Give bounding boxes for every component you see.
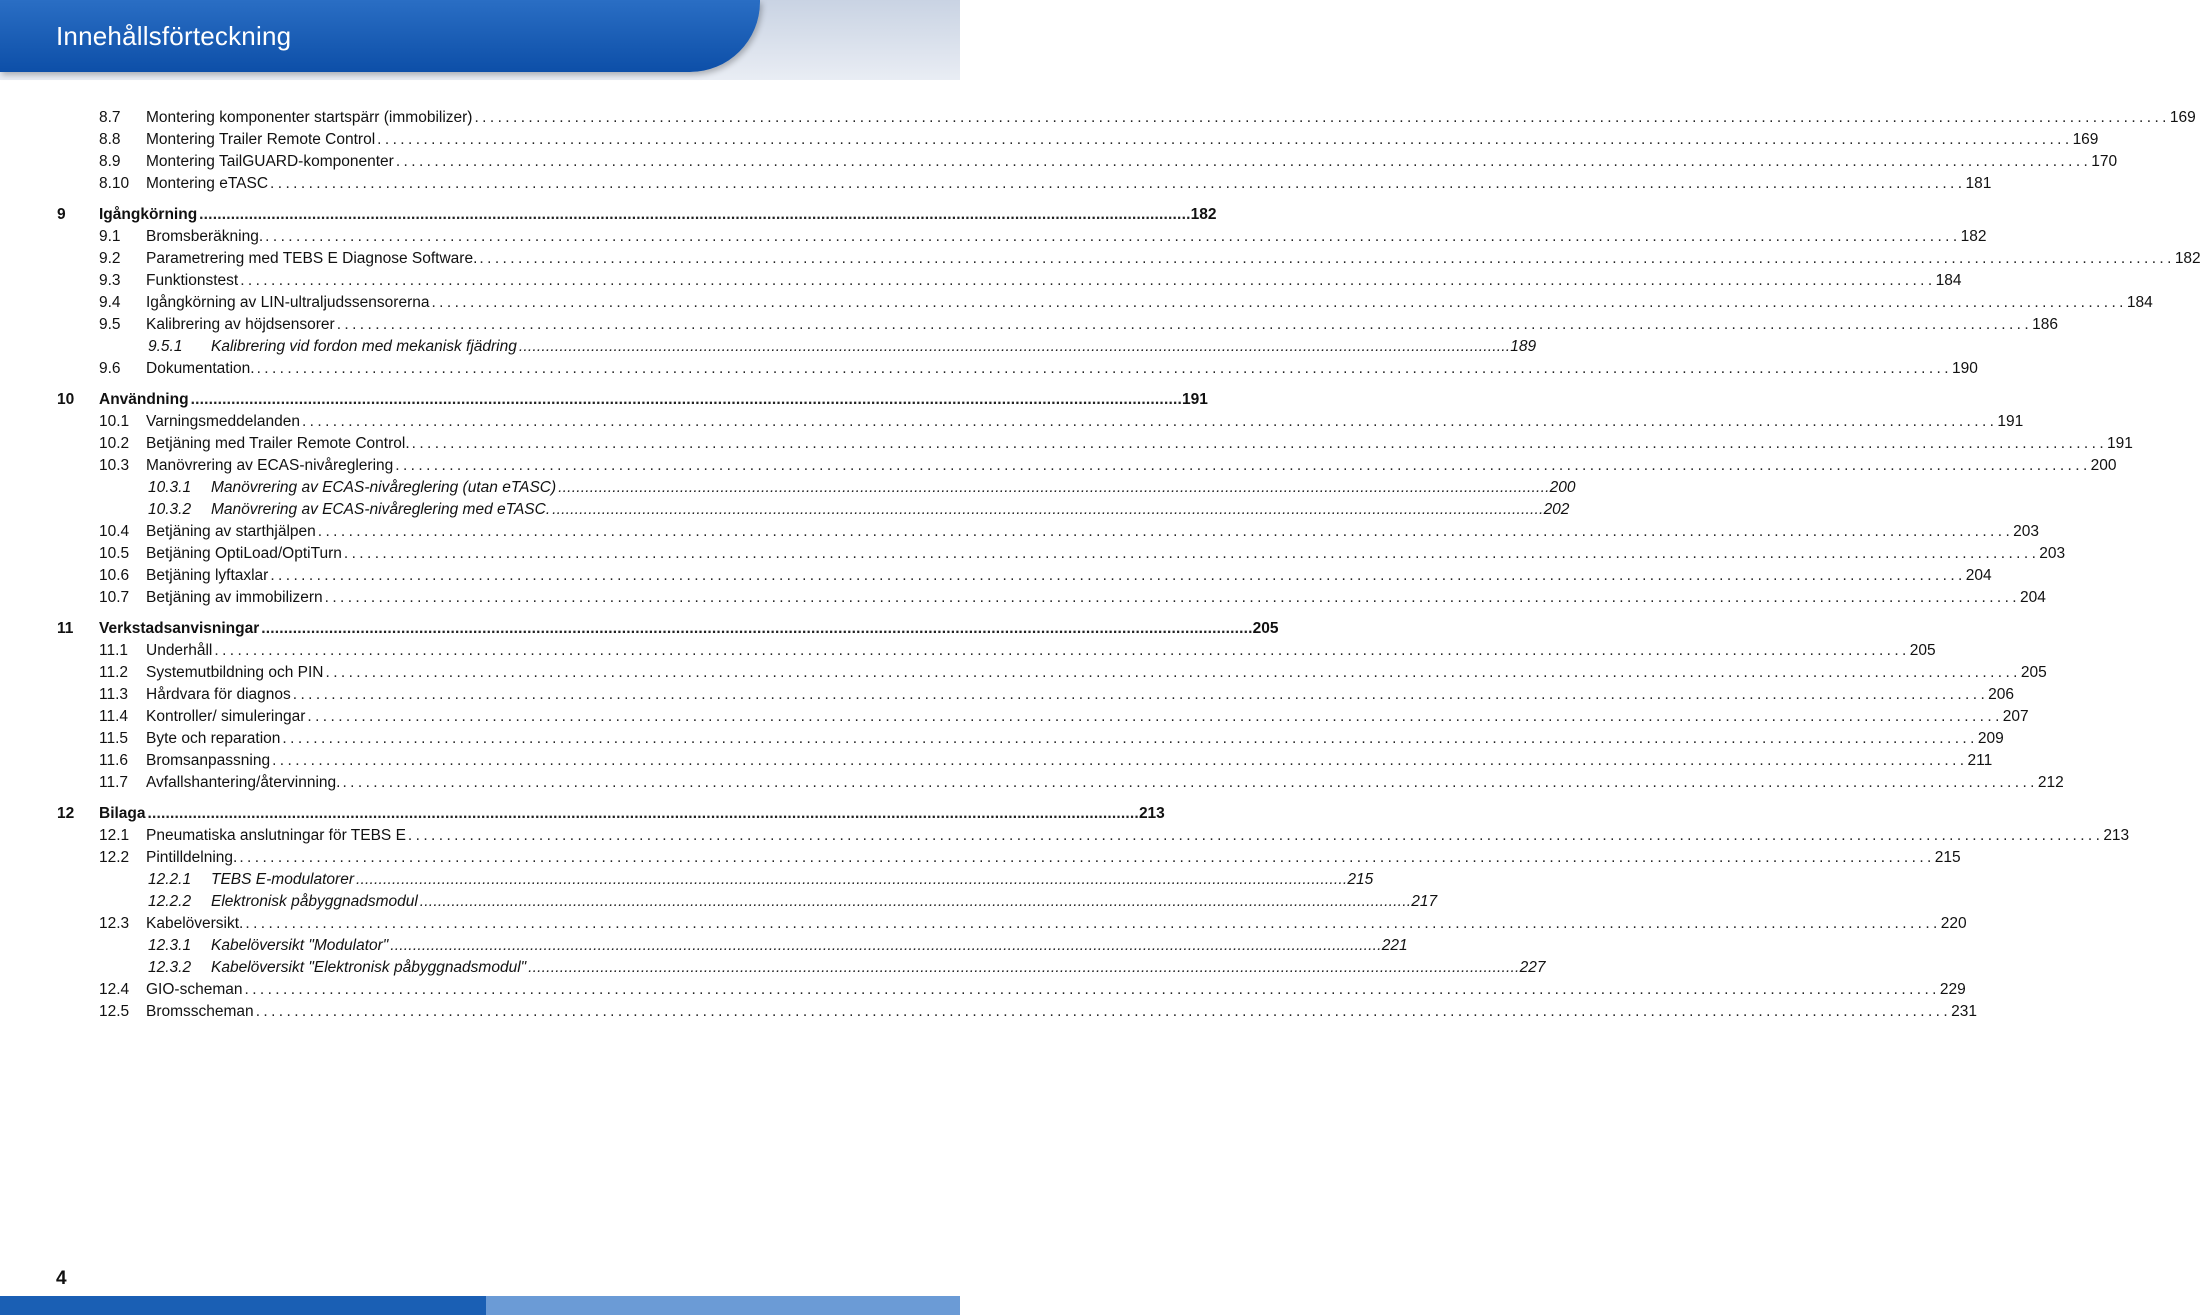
toc-entry-number: 9.6 — [99, 360, 121, 377]
toc-section[interactable] — [99, 847, 1961, 869]
toc-entry-page: 170 — [2091, 153, 2118, 170]
toc-section[interactable] — [99, 662, 2047, 684]
toc-dot-leader: ............................................................................................................................................................................................................................ — [256, 360, 1952, 377]
toc-entry-number: 9.3 — [99, 272, 121, 289]
toc-dot-leader: ............................................................................................................................................................................................................................ — [419, 893, 1412, 910]
toc-entry-page: 200 — [1549, 479, 1576, 496]
toc-entry-page: 213 — [1138, 805, 1165, 822]
toc-section[interactable] — [99, 226, 1987, 248]
toc-entry-page: 220 — [1940, 915, 1967, 932]
toc-section[interactable] — [99, 270, 1962, 292]
toc-entry-title: Betjäning OptiLoad/OptiTurn — [146, 545, 342, 562]
toc-entry-page: 182 — [2174, 250, 2201, 267]
toc-entry-page: 202 — [1543, 501, 1570, 518]
toc-entry-number: 11.3 — [99, 686, 129, 703]
toc-dot-leader: ............................................................................................................................................................................................................................ — [325, 664, 2021, 681]
toc-entry-page: 181 — [1965, 175, 1992, 192]
toc-chapter[interactable] — [57, 204, 1217, 226]
toc-dot-leader: ............................................................................................................................................................................................................................ — [282, 730, 1978, 747]
toc-dot-leader: ............................................................................................................................................................................................................................ — [342, 774, 2038, 791]
toc-subsection[interactable] — [148, 336, 1537, 358]
toc-dot-leader: ............................................................................................................................................................................................................................ — [255, 1003, 1952, 1020]
toc-entry-number: 12.2.2 — [148, 893, 192, 910]
toc-entry-title: Igångkörning av LIN-ultraljudssensorerna — [146, 294, 430, 311]
toc-section[interactable] — [99, 979, 1966, 1001]
toc-entry-title: Betjäning med Trailer Remote Control. — [146, 435, 410, 452]
toc-dot-leader: ............................................................................................................................................................................................................................ — [245, 915, 1941, 932]
toc-section[interactable] — [99, 292, 2153, 314]
toc-entry-page: 227 — [1519, 959, 1546, 976]
toc-entry-number: 8.7 — [99, 109, 121, 126]
toc-entry-page: 231 — [1951, 1003, 1977, 1020]
toc-entry-title: Montering TailGUARD-komponenter — [146, 153, 394, 170]
toc-dot-leader: ............................................................................................................................................................................................................................ — [336, 316, 2033, 333]
toc-entry-number: 10.5 — [99, 545, 130, 562]
toc-entry-number: 8.10 — [99, 175, 130, 192]
toc-section[interactable] — [99, 151, 2118, 173]
toc-dot-leader: ............................................................................................................................................................................................................................ — [411, 435, 2108, 452]
toc-dot-leader: ............................................................................................................................................................................................................................ — [518, 338, 1511, 355]
toc-entry-number: 9.5.1 — [148, 338, 183, 355]
toc-section[interactable] — [99, 565, 1992, 587]
toc-entry-title: GIO-scheman — [146, 981, 243, 998]
toc-entry-title: Avfallshantering/återvinning. — [146, 774, 341, 791]
toc-entry-title: Kabelöversikt "Elektronisk påbyggnadsmodul" — [211, 959, 527, 976]
toc-entry-number: 12.2 — [99, 849, 130, 866]
toc-entry-number: 9.5 — [99, 316, 121, 333]
toc-entry-page: 191 — [1181, 391, 1208, 408]
toc-dot-leader: ............................................................................................................................................................................................................................ — [272, 752, 1968, 769]
toc-entry-title: Underhåll — [146, 642, 213, 659]
toc-dot-leader: ............................................................................................................................................................................................................................ — [301, 413, 1998, 430]
toc-entry-number: 10.4 — [99, 523, 130, 540]
toc-entry-title: Elektronisk påbyggnadsmodul — [211, 893, 418, 910]
toc-entry-number: 11.2 — [99, 664, 129, 681]
toc-entry-title: Användning — [99, 391, 189, 408]
toc-entry-title: Montering komponenter startspärr (immobilizer) — [146, 109, 473, 126]
toc-dot-leader: ............................................................................................................................................................................................................................ — [199, 206, 1191, 223]
toc-section[interactable] — [99, 358, 1978, 380]
toc-section[interactable] — [99, 684, 2015, 706]
toc-dot-leader: ............................................................................................................................................................................................................................ — [214, 642, 1910, 659]
toc-entry-number: 12.3 — [99, 915, 130, 932]
toc-entry-number: 10.2 — [99, 435, 130, 452]
toc-dot-leader: ............................................................................................................................................................................................................................ — [324, 589, 2021, 606]
toc-section[interactable] — [99, 640, 1936, 662]
toc-entry-page: 182 — [1190, 206, 1217, 223]
toc-entry-number: 10.7 — [99, 589, 130, 606]
toc-section[interactable] — [99, 750, 1993, 772]
toc-entry-title: Betjäning av immobilizern — [146, 589, 323, 606]
toc-dot-leader: ............................................................................................................................................................................................................................ — [377, 131, 2073, 148]
toc-entry-page: 213 — [2103, 827, 2130, 844]
toc-dot-leader: ............................................................................................................................................................................................................................ — [407, 827, 2104, 844]
toc-section[interactable] — [99, 706, 2029, 728]
toc-entry-number: 9.2 — [99, 250, 121, 267]
toc-dot-leader: ............................................................................................................................................................................................................................ — [474, 109, 2170, 126]
toc-section[interactable] — [99, 543, 2066, 565]
header-tab — [0, 0, 760, 72]
toc-entry-title: Bromsscheman — [146, 1003, 254, 1020]
toc-entry-number: 12.5 — [99, 1003, 130, 1020]
toc-entry-page: 207 — [2002, 708, 2029, 725]
toc-subsection[interactable] — [148, 869, 1374, 891]
toc-subsection[interactable] — [148, 477, 1576, 499]
toc-entry-page: 204 — [1965, 567, 1992, 584]
toc-dot-leader: ............................................................................................................................................................................................................................ — [552, 501, 1544, 518]
toc-entry-title: Manövrering av ECAS-nivåreglering (utan eTASC) — [211, 479, 557, 496]
toc-section[interactable] — [99, 1001, 1977, 1023]
toc-dot-leader: ............................................................................................................................................................................................................................ — [261, 620, 1253, 637]
toc-section[interactable] — [99, 913, 1967, 935]
toc-dot-leader: ............................................................................................................................................................................................................................ — [395, 457, 2091, 474]
toc-entry-page: 221 — [1381, 937, 1408, 954]
toc-entry-page: 211 — [1967, 752, 1993, 769]
toc-dot-leader: ............................................................................................................................................................................................................................ — [239, 849, 1935, 866]
toc-entry-page: 203 — [2013, 523, 2040, 540]
toc-section[interactable] — [99, 248, 2201, 270]
toc-section[interactable] — [99, 173, 1992, 195]
toc-entry-title: Igångkörning — [99, 206, 198, 223]
toc-entry-title: Betjäning lyftaxlar — [146, 567, 269, 584]
toc-entry-title: Kalibrering vid fordon med mekanisk fjädring — [211, 338, 517, 355]
toc-entry-title: Bromsberäkning. — [146, 228, 264, 245]
toc-entry-page: 190 — [1951, 360, 1978, 377]
toc-entry-title: Varningsmeddelanden — [146, 413, 300, 430]
toc-dot-leader: ............................................................................................................................................................................................................................ — [343, 545, 2040, 562]
toc-entry-page: 191 — [2107, 435, 2133, 452]
toc-dot-leader: ............................................................................................................................................................................................................................ — [307, 708, 2003, 725]
toc-section[interactable] — [99, 825, 2130, 847]
toc-entry-title: Pintilldelning. — [146, 849, 238, 866]
toc-entry-title: Kabelöversikt "Modulator" — [211, 937, 389, 954]
toc-dot-leader: ............................................................................................................................................................................................................................ — [395, 153, 2092, 170]
toc-entry-page: 169 — [2072, 131, 2099, 148]
toc-chapter[interactable] — [57, 803, 1165, 825]
toc-dot-leader: ............................................................................................................................................................................................................................ — [292, 686, 1989, 703]
toc-entry-title: Bilaga — [99, 805, 146, 822]
toc-entry-page: 203 — [2039, 545, 2066, 562]
toc-dot-leader: ............................................................................................................................................................................................................................ — [479, 250, 2175, 267]
toc-dot-leader: ............................................................................................................................................................................................................................ — [265, 228, 1961, 245]
toc-entry-number: 12 — [57, 805, 75, 822]
toc-section[interactable] — [99, 587, 2046, 609]
toc-section[interactable] — [99, 129, 2099, 151]
toc-chapter[interactable] — [57, 389, 1208, 411]
toc-dot-leader: ............................................................................................................................................................................................................................ — [270, 175, 1966, 192]
toc-section[interactable] — [99, 433, 2133, 455]
toc-entry-page: 189 — [1510, 338, 1537, 355]
toc-entry-number: 12.1 — [99, 827, 130, 844]
toc-entry-page: 215 — [1934, 849, 1961, 866]
toc-section[interactable] — [99, 728, 2004, 750]
toc-entry-page: 209 — [1977, 730, 2004, 747]
toc-section[interactable] — [99, 521, 2040, 543]
toc-entry-number: 11.7 — [99, 774, 129, 791]
toc-subsection[interactable] — [148, 935, 1408, 957]
toc-entry-number: 8.9 — [99, 153, 121, 170]
toc-dot-leader: ............................................................................................................................................................................................................................ — [356, 871, 1348, 888]
toc-subsection[interactable] — [148, 957, 1546, 979]
toc-entry-number: 12.3.2 — [148, 959, 192, 976]
toc-section[interactable] — [99, 772, 2064, 794]
toc-dot-leader: ............................................................................................................................................................................................................................ — [528, 959, 1520, 976]
toc-entry-page: 191 — [1997, 413, 2024, 430]
toc-entry-number: 10.3.1 — [148, 479, 192, 496]
toc-entry-page: 212 — [2037, 774, 2064, 791]
toc-entry-number: 12.2.1 — [148, 871, 192, 888]
toc-dot-leader: ............................................................................................................................................................................................................................ — [147, 805, 1139, 822]
toc-entry-number: 10.3 — [99, 457, 130, 474]
toc-entry-title: Betjäning av starthjälpen — [146, 523, 316, 540]
toc-entry-title: Kalibrering av höjdsensorer — [146, 316, 335, 333]
toc-dot-leader: ............................................................................................................................................................................................................................ — [431, 294, 2127, 311]
toc-entry-page: 184 — [2126, 294, 2153, 311]
toc-section[interactable] — [99, 411, 2024, 433]
toc-entry-title: Funktionstest — [146, 272, 239, 289]
toc-chapter[interactable] — [57, 618, 1279, 640]
toc-entry-number: 11.5 — [99, 730, 129, 747]
toc-entry-number: 10.6 — [99, 567, 130, 584]
toc-entry-number: 11.1 — [99, 642, 129, 659]
toc-entry-number: 11.4 — [99, 708, 129, 725]
toc-entry-page: 205 — [1909, 642, 1936, 659]
toc-entry-title: Dokumentation. — [146, 360, 255, 377]
toc-entry-number: 11 — [57, 620, 74, 637]
toc-entry-title: Hårdvara för diagnos — [146, 686, 291, 703]
toc-entry-number: 9.1 — [99, 228, 121, 245]
toc-entry-number: 9.4 — [99, 294, 121, 311]
toc-entry-title: Montering Trailer Remote Control — [146, 131, 376, 148]
toc-section[interactable] — [99, 314, 2058, 336]
toc-entry-title: Manövrering av ECAS-nivåreglering — [146, 457, 394, 474]
toc-entry-title: Manövrering av ECAS-nivåreglering med eTASC. — [211, 501, 551, 518]
toc-entry-title: Pneumatiska anslutningar för TEBS E — [146, 827, 406, 844]
toc-section[interactable] — [99, 455, 2117, 477]
toc-entry-number: 9 — [57, 206, 66, 223]
page-title: Innehållsförteckning — [56, 21, 292, 51]
toc-entry-number: 10.3.2 — [148, 501, 192, 518]
toc-entry-number: 8.8 — [99, 131, 121, 148]
toc-entry-page: 184 — [1935, 272, 1962, 289]
toc-entry-page: 229 — [1939, 981, 1966, 998]
toc-section[interactable] — [99, 107, 2196, 129]
toc-entry-title: Systemutbildning och PIN — [146, 664, 324, 681]
toc-entry-page: 205 — [2020, 664, 2047, 681]
toc-entry-number: 11.6 — [99, 752, 129, 769]
page-number: 4 — [56, 1268, 67, 1289]
toc-dot-leader: ............................................................................................................................................................................................................................ — [244, 981, 1940, 998]
toc-entry-page: 200 — [2090, 457, 2117, 474]
toc-entry-page: 215 — [1347, 871, 1374, 888]
toc-entry-page: 204 — [2020, 589, 2046, 606]
toc-dot-leader: ............................................................................................................................................................................................................................ — [558, 479, 1550, 496]
toc-dot-leader: ............................................................................................................................................................................................................................ — [270, 567, 1966, 584]
toc-entry-page: 186 — [2032, 316, 2058, 333]
toc-entry-number: 10 — [57, 391, 75, 408]
toc-entry-title: Parametrering med TEBS E Diagnose Software. — [146, 250, 478, 267]
toc-subsection[interactable] — [148, 499, 1570, 521]
toc-entry-title: Byte och reparation — [146, 730, 281, 747]
toc-entry-page: 169 — [2169, 109, 2196, 126]
toc-entry-number: 12.3.1 — [148, 937, 192, 954]
toc-entry-title: Bromsanpassning — [146, 752, 271, 769]
toc-entry-page: 217 — [1411, 893, 1438, 910]
toc-entry-title: Kontroller/ simuleringar — [146, 708, 306, 725]
toc-dot-leader: ............................................................................................................................................................................................................................ — [390, 937, 1382, 954]
toc-subsection[interactable] — [148, 891, 1438, 913]
toc-entry-number: 12.4 — [99, 981, 130, 998]
toc-entry-number: 10.1 — [99, 413, 130, 430]
toc-entry-page: 205 — [1252, 620, 1279, 637]
toc-entry-page: 206 — [1988, 686, 2015, 703]
toc-dot-leader: ............................................................................................................................................................................................................................ — [190, 391, 1182, 408]
toc-entry-title: Verkstadsanvisningar — [99, 620, 260, 637]
toc-entry-title: Montering eTASC — [146, 175, 269, 192]
toc-entry-page: 182 — [1960, 228, 1987, 245]
footer-bar-accent — [486, 1296, 960, 1315]
toc-entry-title: Kabelöversikt. — [146, 915, 244, 932]
toc-entry-title: TEBS E-modulatorer — [211, 871, 354, 888]
toc-dot-leader: ............................................................................................................................................................................................................................ — [240, 272, 1936, 289]
toc-dot-leader: ............................................................................................................................................................................................................................ — [317, 523, 2014, 540]
